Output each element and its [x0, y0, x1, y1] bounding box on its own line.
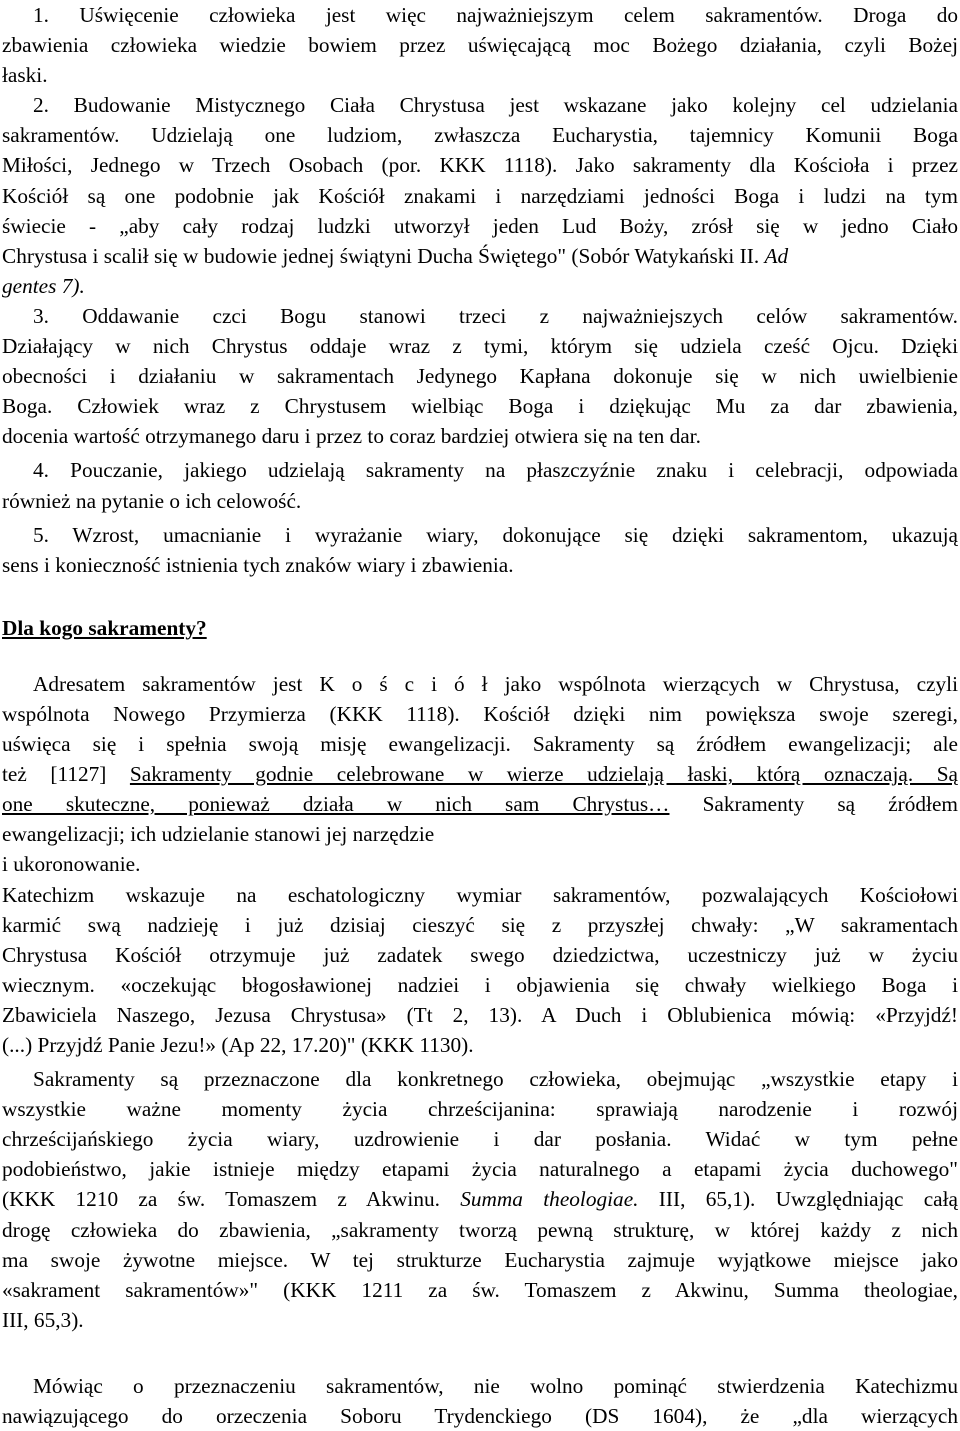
italic-span: Summa theologiae. — [460, 1187, 639, 1212]
text-line: również na pytanie o ich celowość. — [2, 488, 302, 513]
text-line: Działający w nich Chrystus oddaje wraz z tymi, którym się udziela cześć Ojcu. Dzięki — [2, 334, 958, 359]
text-line: wiecznym. «oczekując błogosławionej nadziei i objawienia się chwały wielkiego Boga i — [2, 972, 958, 997]
paragraph-5 — [2, 520, 958, 580]
text-line: drogę człowieka do zbawienia, „sakramenty tworzą pewną strukturę, w której każdy z nich — [2, 1217, 958, 1242]
text-line: podobieństwo, jakie istnieje między etapami życia naturalnego a etapami życia duchowego" — [2, 1157, 958, 1182]
text-line: 3. Oddawanie czci Bogu stanowi trzeci z najważniejszych celów sakramentów. — [33, 303, 958, 328]
italic-span: Ad — [764, 243, 789, 268]
text-line: 5. Wzrost, umacnianie i wyrażanie wiary, dokonujące się dzięki sakramentom, ukazują — [33, 522, 958, 547]
paragraph-9 — [2, 1371, 958, 1431]
paragraph-2 — [2, 90, 958, 301]
text-line — [2, 1184, 958, 1214]
text-line — [2, 241, 958, 271]
text-line — [2, 759, 958, 789]
text-line: nawiązującego do orzeczenia Soboru Trydenckiego (DS 1604), że „dla wierzących — [2, 1404, 958, 1429]
text-line: Zbawiciela Naszego, Jezusa Chrystusa» (Tt 2, 13). A Duch i Oblubienica mówią: «Przyjdź! — [2, 1002, 958, 1027]
text-line: sakramentów. Udzielają one ludziom, zwłaszcza Eucharystia, tajemnicy Komunii Boga — [2, 123, 958, 148]
text-line: łaski. — [2, 63, 48, 88]
text-span: (KKK 1210 za św. Tomaszem z Akwinu. — [2, 1187, 461, 1212]
text-line: ewangelizacji; ich udzielanie stanowi jej narzędzie — [2, 822, 435, 847]
text-line: ma swoje żywotne miejsce. W tej strukturze Eucharystia zajmuje wyjątkowe miejsce jako — [2, 1247, 958, 1272]
text-line: uświęca się i spełnia swoją misję ewangelizacji. Sakramenty są źródłem ewangelizacji; ale — [2, 732, 958, 757]
text-line: Kościół są one podobnie jak Kościół znakami i narzędziami jedności Boga i ludzi na tym — [2, 183, 958, 208]
text-line: 4. Pouczanie, jakiego udzielają sakramenty na płaszczyźnie znaku i celebracji, odpowiada — [33, 458, 958, 483]
paragraph-1 — [2, 0, 958, 90]
text-line: III, 65,3). — [2, 1307, 84, 1332]
text-line: Miłości, Jednego w Trzech Osobach (por. KKK 1118). Jako sakramenty dla Kościoła i przez — [2, 153, 958, 178]
text-line — [2, 789, 958, 819]
text-line: Chrystusa Kościół otrzymuje już zadatek swego dziedzictwa, uczestniczy już w życiu — [2, 942, 958, 967]
text-line: zbawienia człowieka wiedzie bowiem przez uświęcającą moc Bożego działania, czyli Bożej — [2, 33, 958, 58]
text-line: gentes 7). — [2, 273, 85, 298]
text-line: Katechizm wskazuje na eschatologiczny wymiar sakramentów, pozwalających Kościołowi — [2, 882, 958, 907]
text-line: wszystkie ważne momenty życia chrześcijanina: sprawiają narodzenie i rozwój — [2, 1097, 958, 1122]
text-line: 2. Budowanie Mistycznego Ciała Chrystusa jest wskazane jako kolejny cel udzielania — [33, 93, 958, 118]
paragraph-8 — [2, 1064, 958, 1335]
text-line: wspólnota Nowego Przymierza (KKK 1118). Kościół dzięki nim powiększa swoje szeregi, — [2, 701, 958, 726]
text-line: sens i konieczność istnienia tych znaków wiary i zbawienia. — [2, 552, 514, 577]
paragraph-6 — [2, 669, 958, 880]
text-line: chrześcijańskiego życia wiary, uzdrowienie i dar posłania. Widać w tym pełne — [2, 1127, 958, 1152]
text-line: (...) Przyjdź Panie Jezu!» (Ap 22, 17.20)" (KKK 1130). — [2, 1033, 474, 1057]
text-line: Adresatem sakramentów jest K o ś c i ó ł jako wspólnota wierzących w Chrystusa, czyli — [33, 671, 958, 696]
text-line: «sakrament sakramentów»" (KKK 1211 za św. Tomaszem z Akwinu, Summa theologiae, — [2, 1277, 958, 1302]
paragraph-3 — [2, 301, 958, 451]
text-line: Mówiąc o przeznaczeniu sakramentów, nie wolno pominąć stwierdzenia Katechizmu — [33, 1373, 958, 1398]
text-line: karmić swą nadzieję i już dzisiaj cieszyć się z przyszłej chwały: „W sakramentach — [2, 912, 958, 937]
paragraph-7 — [2, 880, 958, 1061]
paragraph-4 — [2, 455, 958, 515]
text-line: świecie - „aby cały rodzaj ludzki utworzył jeden Lud Boży, zrósł się w jedno Ciało — [2, 213, 958, 238]
underlined-span: one skuteczne, ponieważ działa w nich sam Chrystus… — [2, 792, 670, 817]
text-line: i ukoronowanie. — [2, 852, 141, 877]
text-span: Sakramenty są źródłem — [669, 792, 958, 817]
underlined-span: Sakramenty godnie celebrowane w wierze udzielają łaski, którą oznaczają. Są — [129, 762, 958, 787]
text-span: też [1127] — [2, 762, 130, 787]
text-line: obecności i działaniu w sakramentach Jedynego Kapłana dokonuje się w nich uwielbienie — [2, 364, 958, 389]
text-span: III, 65,1). Uwzględniając całą — [638, 1187, 958, 1212]
section-heading: Dla kogo sakramenty? — [2, 615, 207, 640]
text-span: Chrystusa i scalił się w budowie jednej świątyni Ducha Świętego" (Sobór Watykański II. — [2, 243, 765, 268]
text-line: 1. Uświęcenie człowieka jest więc najważniejszym celem sakramentów. Droga do — [33, 3, 958, 27]
text-line: docenia wartość otrzymanego daru i przez to coraz bardziej otwiera się na ten dar. — [2, 424, 701, 449]
text-line: Sakramenty są przeznaczone dla konkretnego człowieka, obejmując „wszystkie etapy i — [33, 1067, 958, 1092]
text-line: Boga. Człowiek wraz z Chrystusem wielbiąc Boga i dziękując Mu za dar zbawienia, — [2, 394, 958, 419]
